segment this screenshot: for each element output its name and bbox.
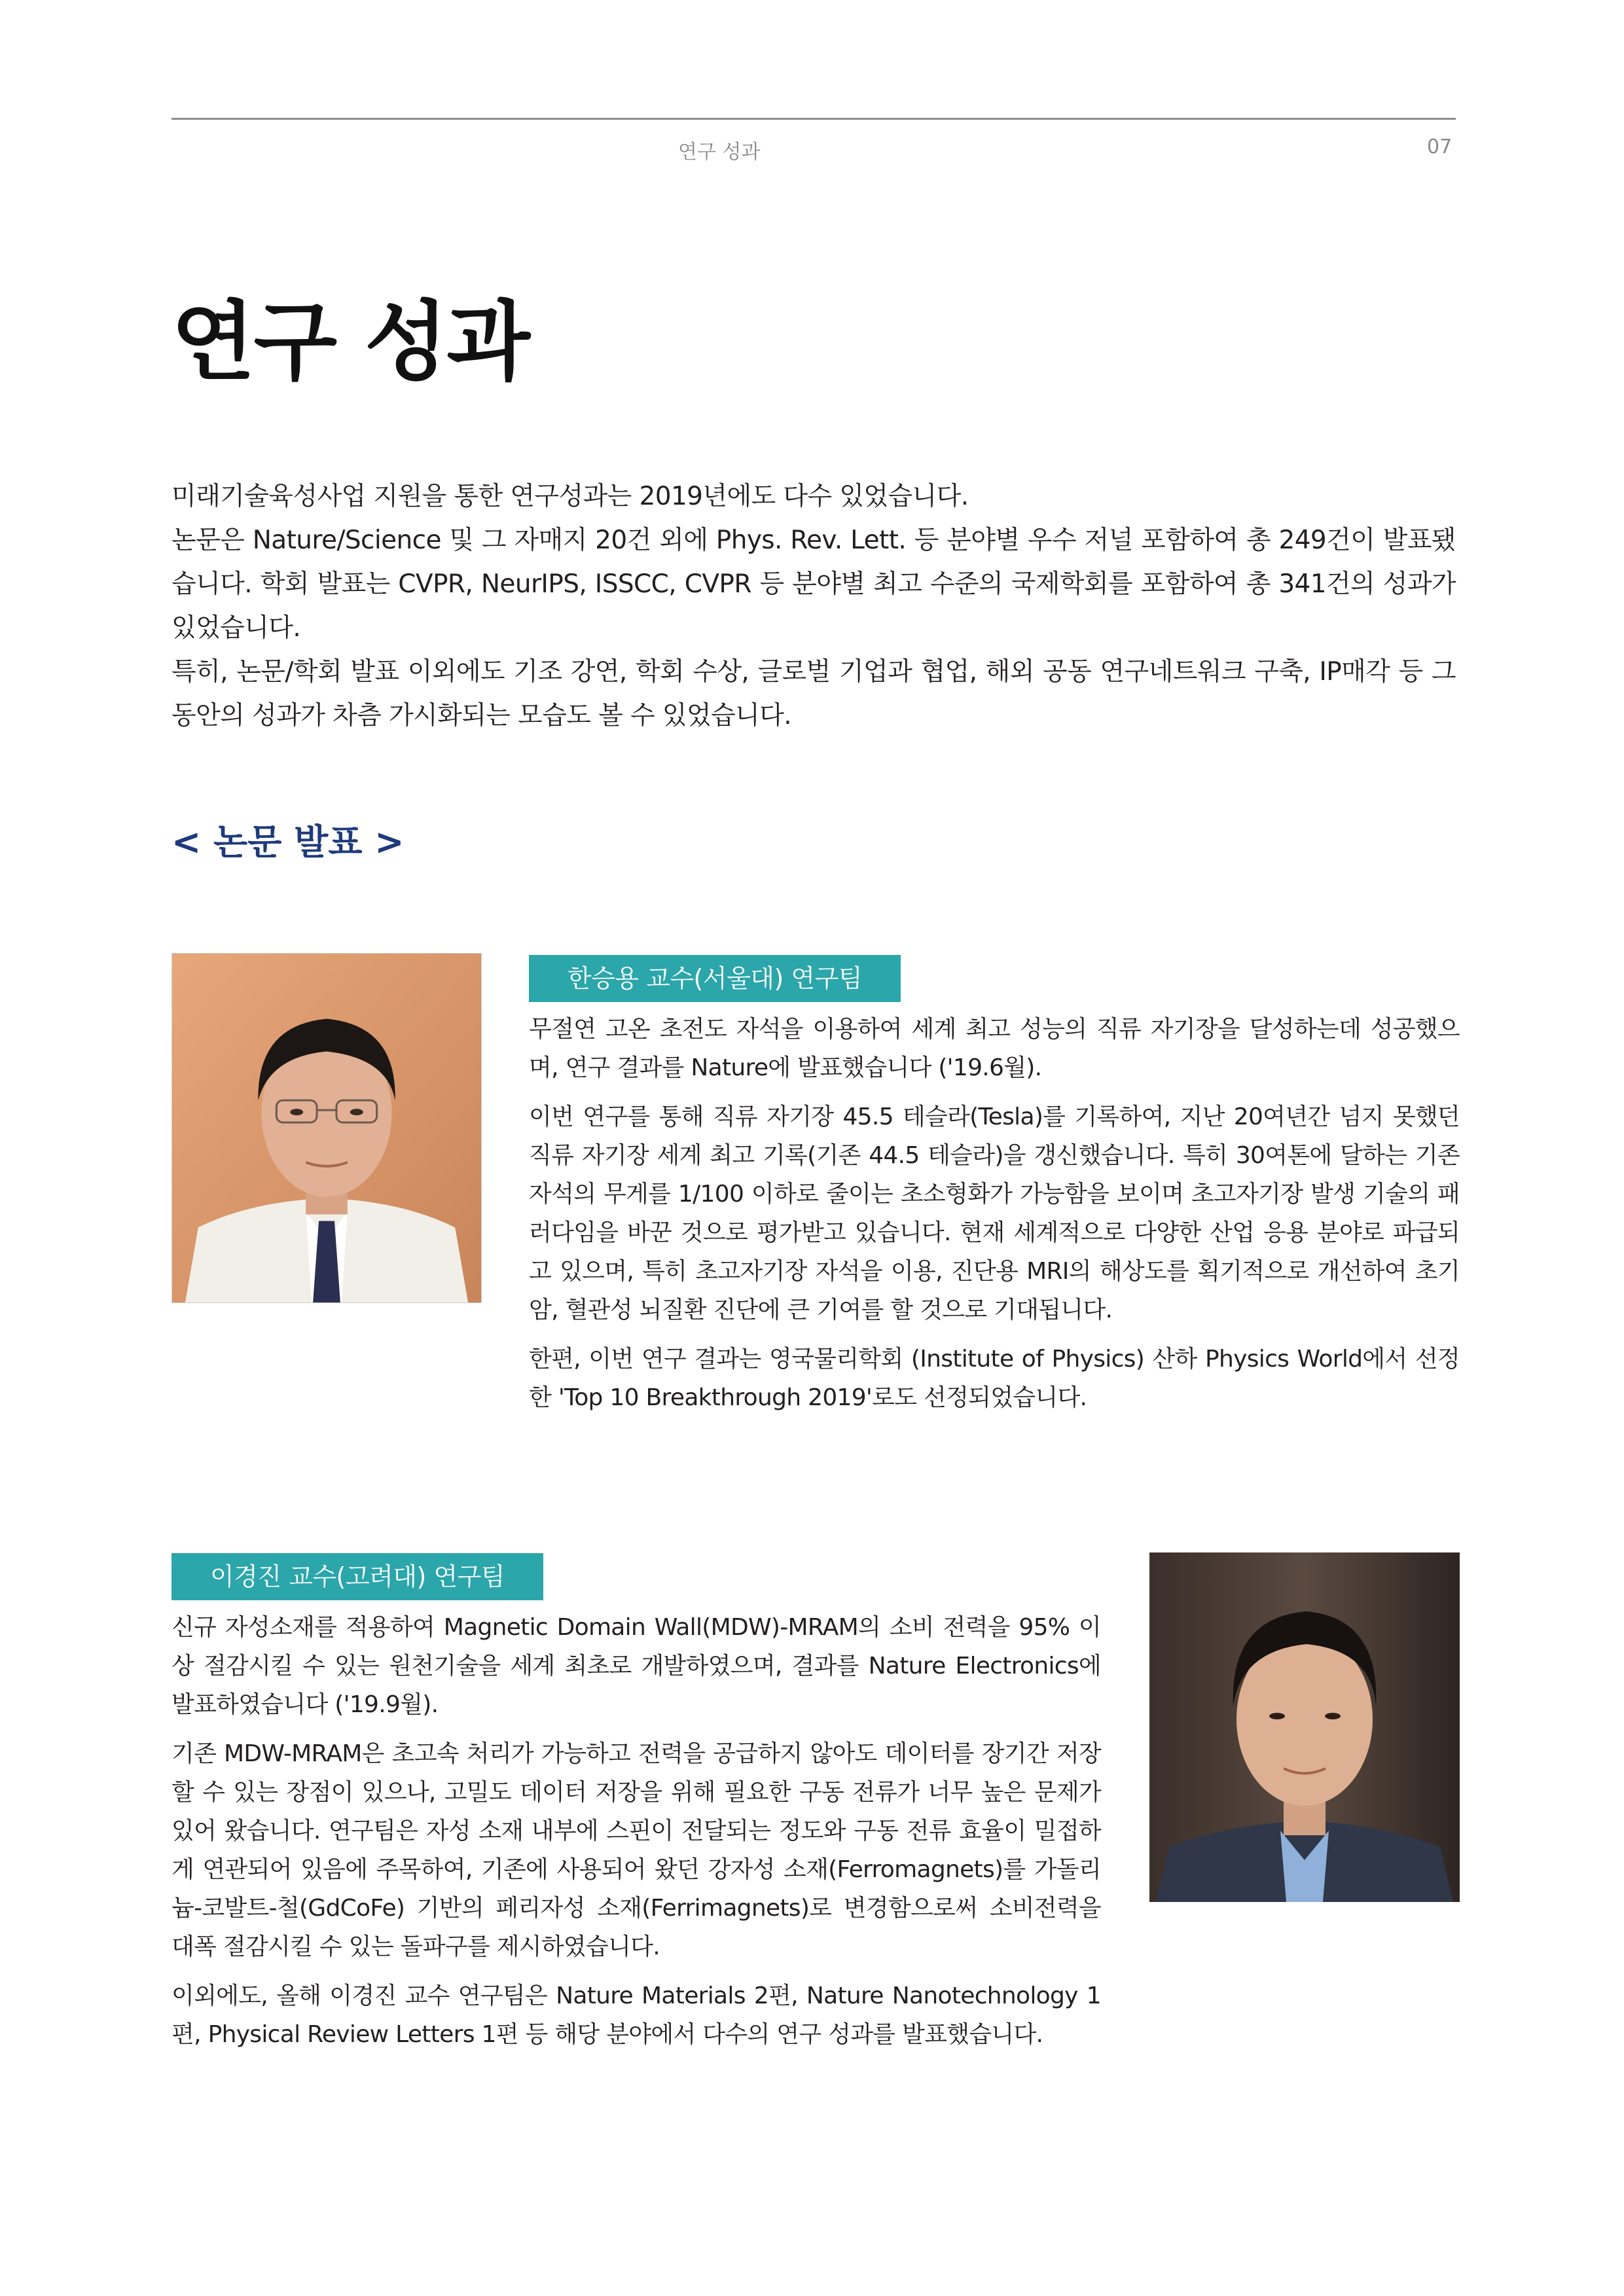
professor-lee-photo <box>1149 1552 1460 1902</box>
section-heading: < 논문 발표 > <box>171 821 405 863</box>
intro-text <box>171 475 1456 738</box>
page-number: 07 <box>1427 135 1453 158</box>
header-rule <box>171 118 1456 120</box>
team-lee-description <box>171 1608 1101 2064</box>
team-lee-paragraph: 기존 MDW-MRAM은 초고속 처리가 가능하고 전력을 공급하지 않아도 데이터를 장기간 저장할 수 있는 장점이 있으나, 고밀도 데이터 저장을 위해 필요한 구동 전류가 너무 높은 문제가 있어 왔습니다. 연구팀은 자성 소재 내부에 스핀이 전달되는 정도와 구동 전류 효율이 밀접하게 연관되어 있음에 주목하여, 기존에 사용되어 왔던 강자성 소재(Ferromagnets)를 가돌리늄-코발트-철(GdCoFe) 기반의 페리자성 소재(Ferrimagnets)로 변경함으로써 소비전력을 대폭 절감시킬 수 있는 돌파구를 제시하였습니다. <box>171 1740 1101 1960</box>
page-title: 연구 성과 <box>171 292 530 393</box>
intro-paragraph: 미래기술육성사업 지원을 통한 연구성과는 2019년에도 다수 있었습니다. <box>171 482 969 511</box>
team-han-paragraph: 한편, 이번 연구 결과는 영국물리학회 (Institute of Physics) 산하 Physics World에서 선정한 'Top 10 Breakthrough 2019'로도 선정되었습니다. <box>529 1346 1460 1411</box>
team-han-paragraph: 이번 연구를 통해 직류 자기장 45.5 테슬라(Tesla)를 기록하여, 지난 20여년간 넘지 못했던 직류 자기장 세계 최고 기록(기존 44.5 테슬라)을 갱신했습니다. 특히 30여톤에 달하는 기존 자석의 무게를 1/100 이하로 줄이는 초소형화가 가능함을 보이며 초고자기장 발생 기술의 패러다임을 바꾼 것으로 평가받고 있습니다. 현재 세계적으로 다양한 산업 응용 분야로 파급되고 있으며, 특히 초고자기장 자석을 이용, 진단용 MRI의 해상도를 획기적으로 개선하여 초기 암, 혈관성 뇌질환 진단에 큰 기여를 할 것으로 기대됩니다. <box>529 1103 1460 1323</box>
intro-paragraph: 논문은 Nature/Science 및 그 자매지 20건 외에 Phys. Rev. Lett. 등 분야별 우수 저널 포함하여 총 249건이 발표됐습니다. 학회 발표는 CVPR, NeurIPS, ISSCC, CVPR 등 분야별 최고 수준의 국제학회를 포함하여 총 341건의 성과가 있었습니다. <box>171 526 1456 643</box>
team-lee-paragraph: 신규 자성소재를 적용하여 Magnetic Domain Wall(MDW)-MRAM의 소비 전력을 95% 이상 절감시킬 수 있는 원천기술을 세계 최초로 개발하였으며, 결과를 Nature Electronics에 발표하였습니다 ('19.9월). <box>171 1614 1101 1718</box>
team-han-paragraph: 무절연 고온 초전도 자석을 이용하여 세계 최고 성능의 직류 자기장을 달성하는데 성공했으며, 연구 결과를 Nature에 발표했습니다 ('19.6월). <box>529 1016 1460 1081</box>
intro-paragraph: 특히, 논문/학회 발표 이외에도 기조 강연, 학회 수상, 글로벌 기업과 협업, 해외 공동 연구네트워크 구축, IP매각 등 그 동안의 성과가 차츰 가시화되는 모습도 볼 수 있었습니다. <box>171 657 1456 730</box>
team-lee-paragraph: 이외에도, 올해 이경진 교수 연구팀은 Nature Materials 2편, Nature Nanotechnology 1편, Physical Review Letters 1편 등 해당 분야에서 다수의 연구 성과를 발표했습니다. <box>171 1982 1101 2048</box>
running-header-section: 연구 성과 <box>678 141 761 164</box>
professor-han-photo <box>171 953 482 1303</box>
team-badge-han: 한승용 교수(서울대) 연구팀 <box>529 955 901 1002</box>
team-han-description <box>529 1010 1460 1427</box>
team-badge-lee: 이경진 교수(고려대) 연구팀 <box>171 1553 543 1600</box>
